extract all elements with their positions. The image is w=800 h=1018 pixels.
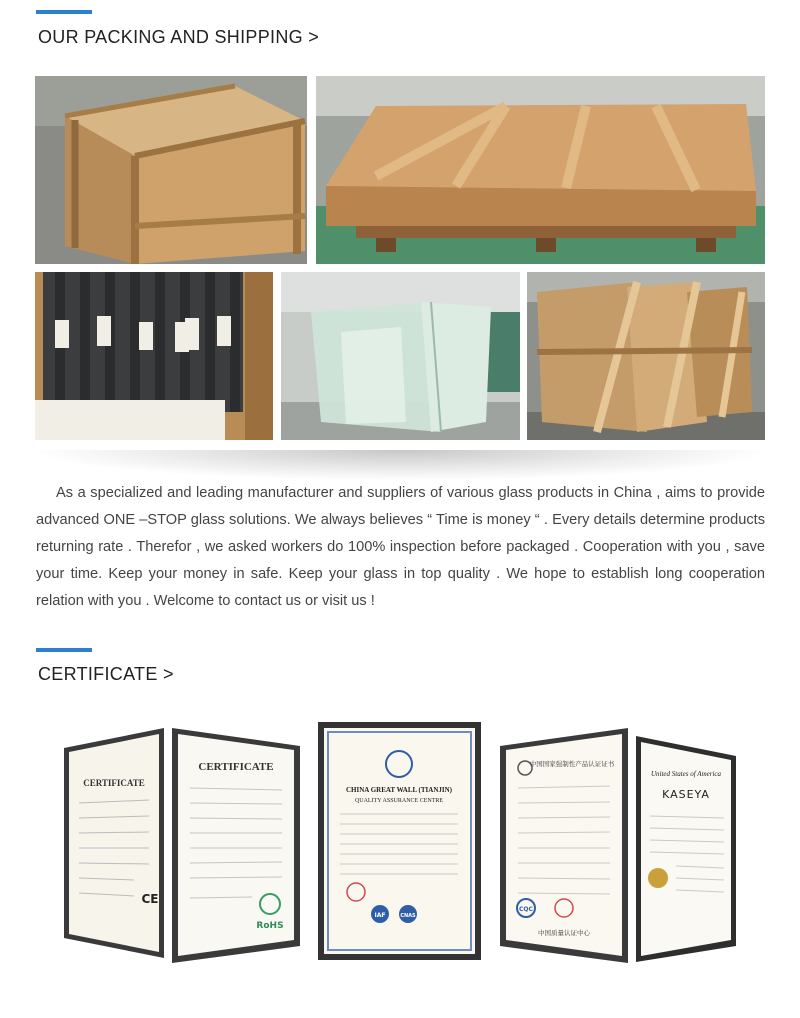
cert-1-heading: CERTIFICATE (83, 778, 145, 788)
certificate-accent-bar (36, 648, 92, 652)
cert-4-footer: 中国质量认证中心 (538, 929, 590, 937)
certificate-section-title: CERTIFICATE > (38, 664, 174, 684)
ce-mark: CE (141, 892, 159, 906)
cqc-mark: CQC (519, 906, 533, 913)
packing-photo-pallet (316, 76, 765, 264)
cert-5-subheading: KASEYA (662, 788, 710, 801)
packing-section-title: OUR PACKING AND SHIPPING > (38, 27, 320, 47)
cert-3-subheading: QUALITY ASSURANCE CENTRE (354, 798, 444, 804)
cert-5-heading: United States of America (650, 770, 722, 778)
cnas-mark: CNAS (400, 913, 416, 919)
certificate-rohs (172, 728, 300, 963)
packing-photo-a-frame-racks (527, 272, 765, 440)
packing-photo-crate (35, 76, 307, 264)
cert-2-heading: CERTIFICATE (198, 761, 274, 773)
packing-accent-bar (36, 10, 92, 14)
intro-paragraph: As a specialized and leading manufacturer and suppliers of various glass products in China , aims to provide advanced ONE –STOP glass solutions. We always believes “ Time is money “ . Every details determine products returning rate . Therefor , we asked workers do 100% inspection before packaged . Cooperation with you , save your time. Keep your money in safe. Keep your glass in top quality . We hope to establish long cooperation relation with you . Welcome to contact us or visit us ! (36, 485, 765, 609)
certificate-usa (636, 736, 736, 962)
decorative-shadow-band (38, 450, 764, 480)
certificate-gallery (0, 700, 800, 1018)
packing-photo-glass-panels (281, 272, 520, 440)
certificate-quality-management (318, 722, 481, 960)
cert-3-heading: CHINA GREAT WALL (TIANJIN) (346, 786, 452, 794)
packing-photo-glass-foam (35, 272, 273, 440)
rohs-mark: RoHS (256, 921, 284, 931)
cert-4-heading: 中国国家强制性产品认证证书 (529, 760, 615, 768)
certificate-ce (64, 728, 164, 958)
iaf-mark: IAF (374, 912, 386, 919)
certificate-ccc (500, 728, 628, 963)
